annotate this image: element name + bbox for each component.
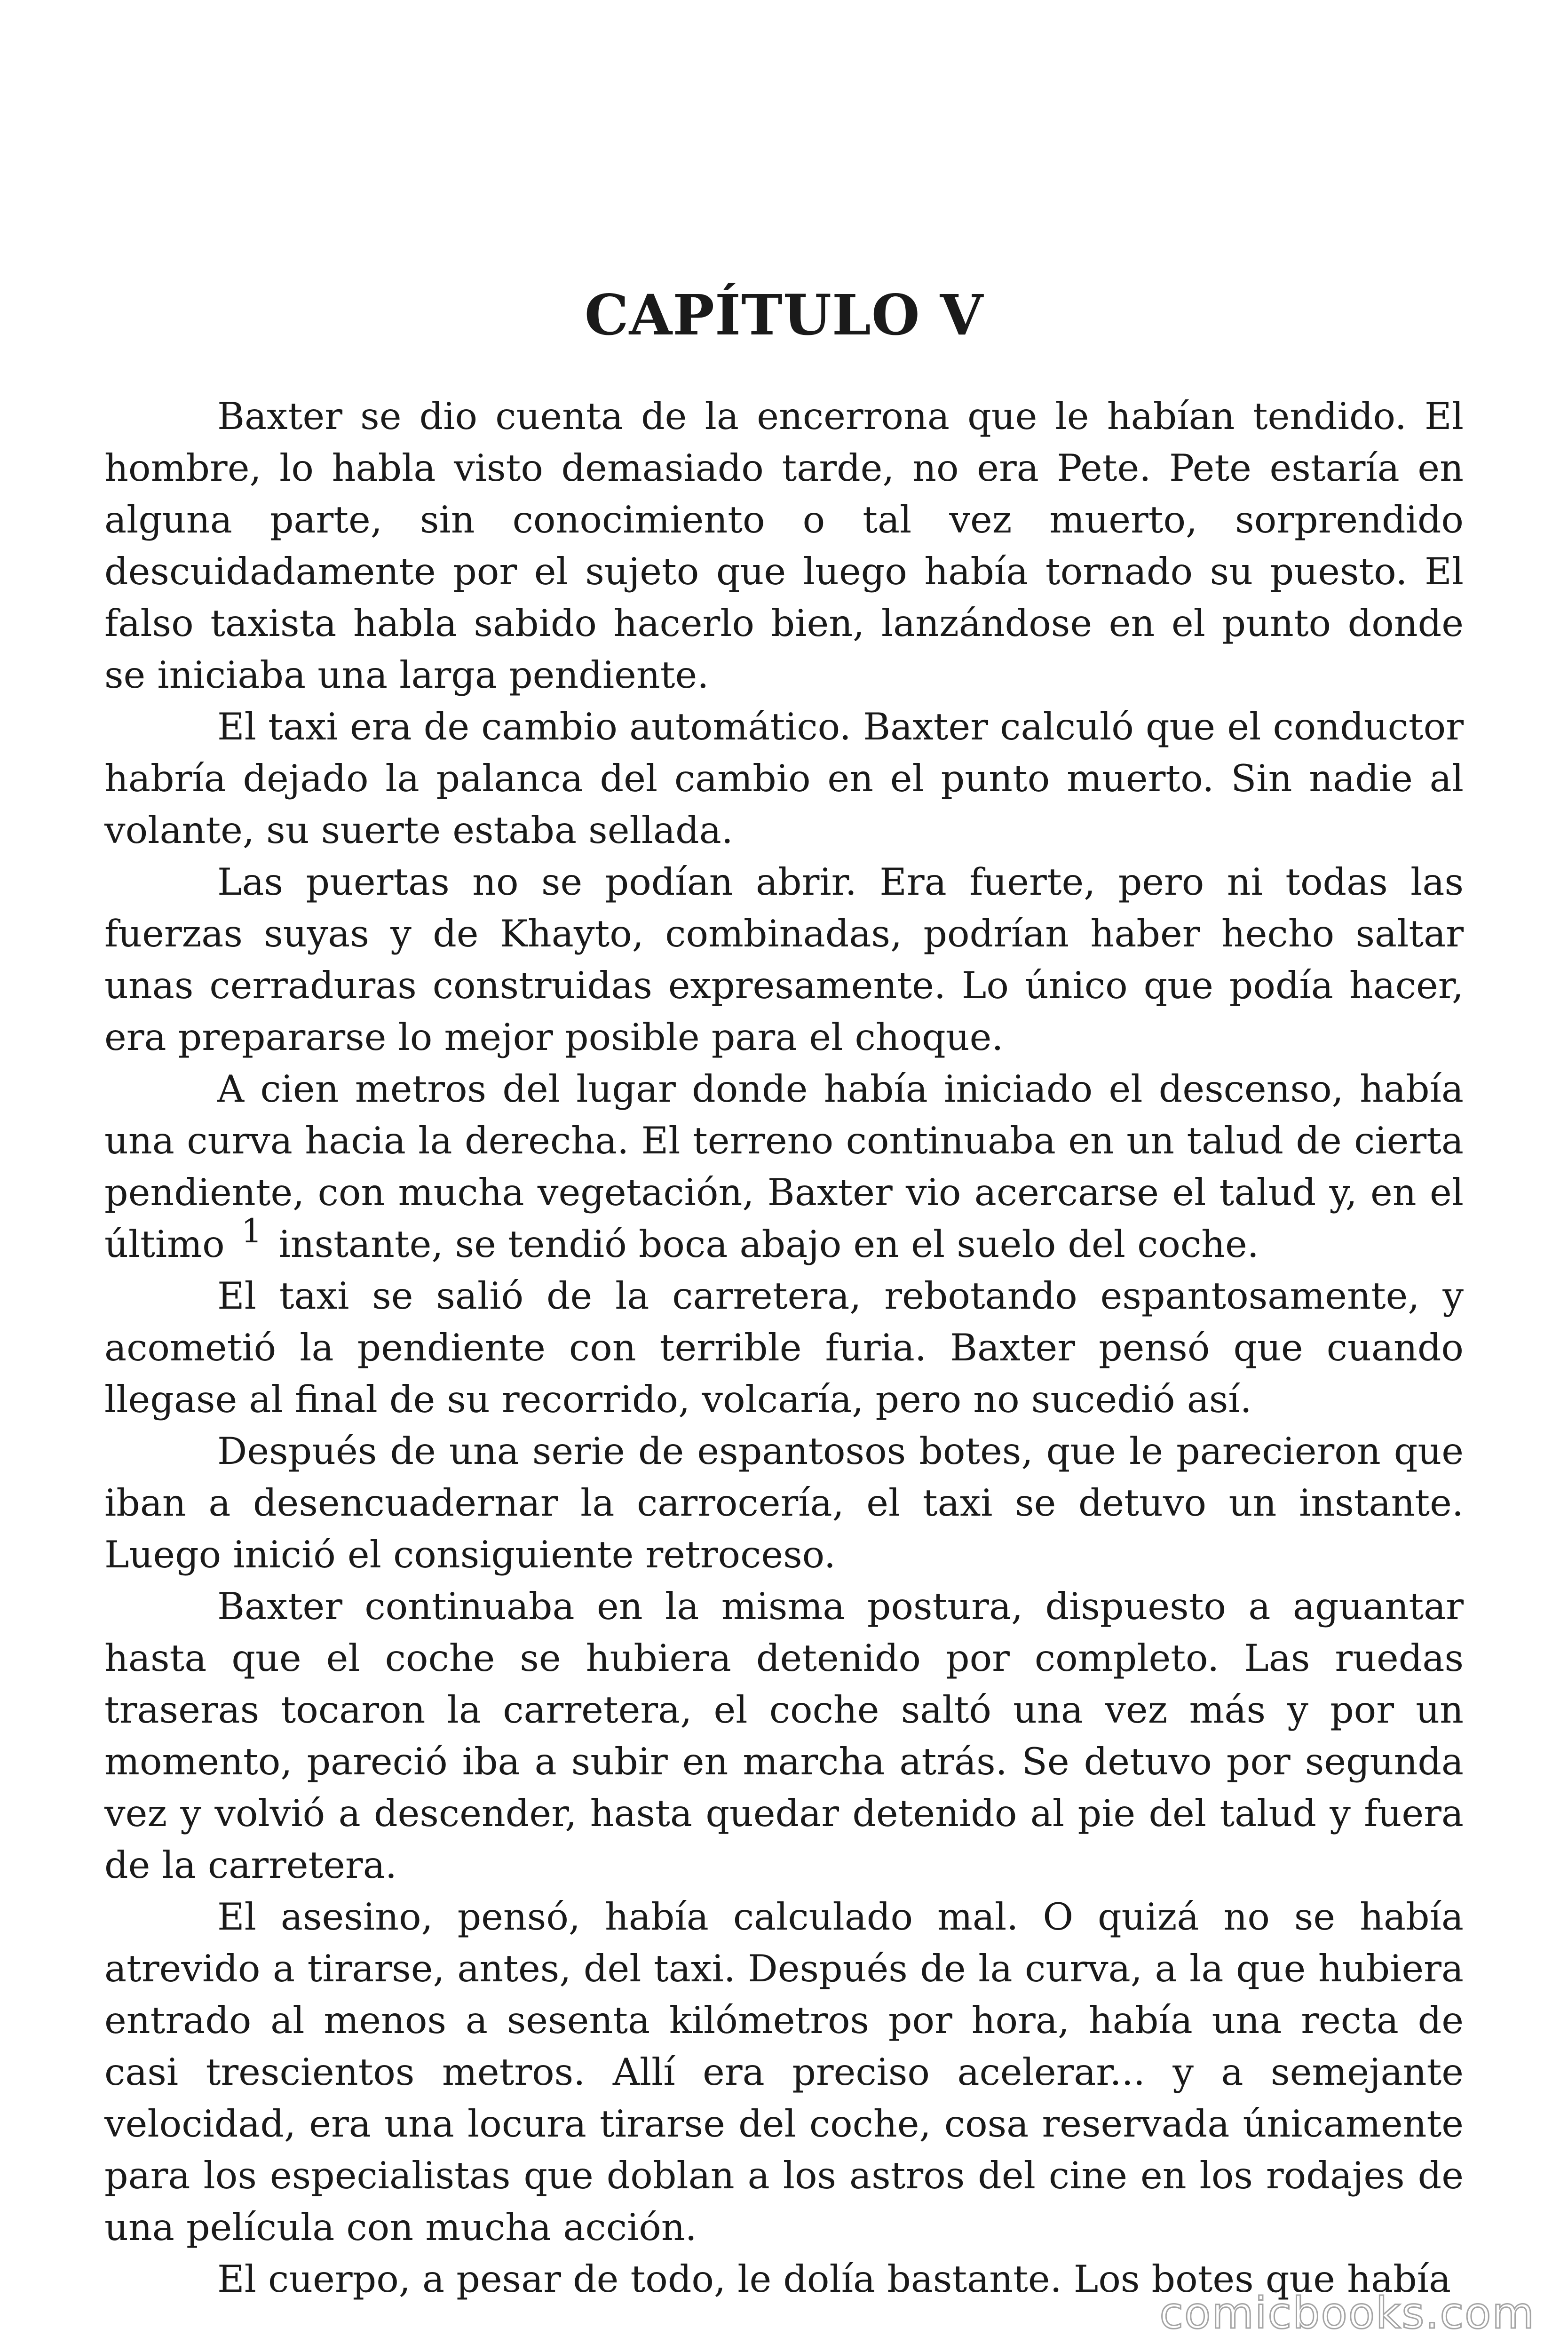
paragraph-text: instante, se tendió boca abajo en el suelo del coche. [278,1223,1259,1266]
paragraph: El asesino, pensó, había calculado mal. O quizá no se había atrevido a tirarse, antes, del taxi. Después de la curva, a la que hubiera entrado al menos a sesenta kilómetros por hora, había una recta de casi trescientos metros. Allí era preciso acelerar... y a semejante velocidad, era una locura tirarse del coche, cosa reservada únicamente para los especialistas que doblan a los astros del cine en los rodajes de una película con mucha acción. [104,1895,1464,2249]
watermark: comicbooks.com [1159,2288,1535,2338]
paragraph: El taxi era de cambio automático. Baxter calculó que el conductor habría dejado la palanca del cambio en el punto muerto. Sin nadie al volante, su suerte estaba sellada. [104,705,1464,852]
footnote-marker: 1 [241,1211,262,1250]
chapter-body [104,390,1464,2305]
paragraph: Después de una serie de espantosos botes, que le parecieron que iban a desencuadernar la carrocería, el taxi se detuvo un instante. Luego inició el consiguiente retroceso. [104,1430,1464,1576]
paragraph-text: A cien metros del lugar donde había iniciado el descenso, había una curva hacia la derecha. El terreno continuaba en un talud de cierta pendiente, con mucha vegetación, Baxter vio acercarse el talud y, en el último [104,1067,1464,1266]
paragraph: El cuerpo, a pesar de todo, le dolía bastante. Los botes que había [217,2257,1451,2301]
paragraph: El taxi se salió de la carretera, rebotando espantosamente, y acometió la pendiente con terrible furia. Baxter pensó que cuando llegase al final de su recorrido, volcaría, pero no sucedió así. [104,1274,1464,1421]
chapter-title: CAPÍTULO V [584,282,984,348]
paragraph-with-footnote [104,1063,1464,1270]
paragraph: Baxter se dio cuenta de la encerrona que le habían tendido. El hombre, lo habla visto demasiado tarde, no era Pete. Pete estaría en alguna parte, sin conocimiento o tal vez muerto, sorprendido descuidadamente por el sujeto que luego había tornado su puesto. El falso taxista habla sabido hacerlo bien, lanzándose en el punto donde se iniciaba una larga pendiente. [104,395,1464,697]
paragraph: Las puertas no se podían abrir. Era fuerte, pero ni todas las fuerzas suyas y de Khayto, combinadas, podrían haber hecho saltar unas cerraduras construidas expresamente. Lo único que podía hacer, era prepararse lo mejor posible para el choque. [104,860,1464,1059]
paragraph: Baxter continuaba en la misma postura, dispuesto a aguantar hasta que el coche se hubiera detenido por completo. Las ruedas traseras tocaron la carretera, el coche saltó una vez más y por un momento, pareció iba a subir en marcha atrás. Se detuvo por segunda vez y volvió a descender, hasta quedar detenido al pie del talud y fuera de la carretera. [104,1585,1464,1887]
